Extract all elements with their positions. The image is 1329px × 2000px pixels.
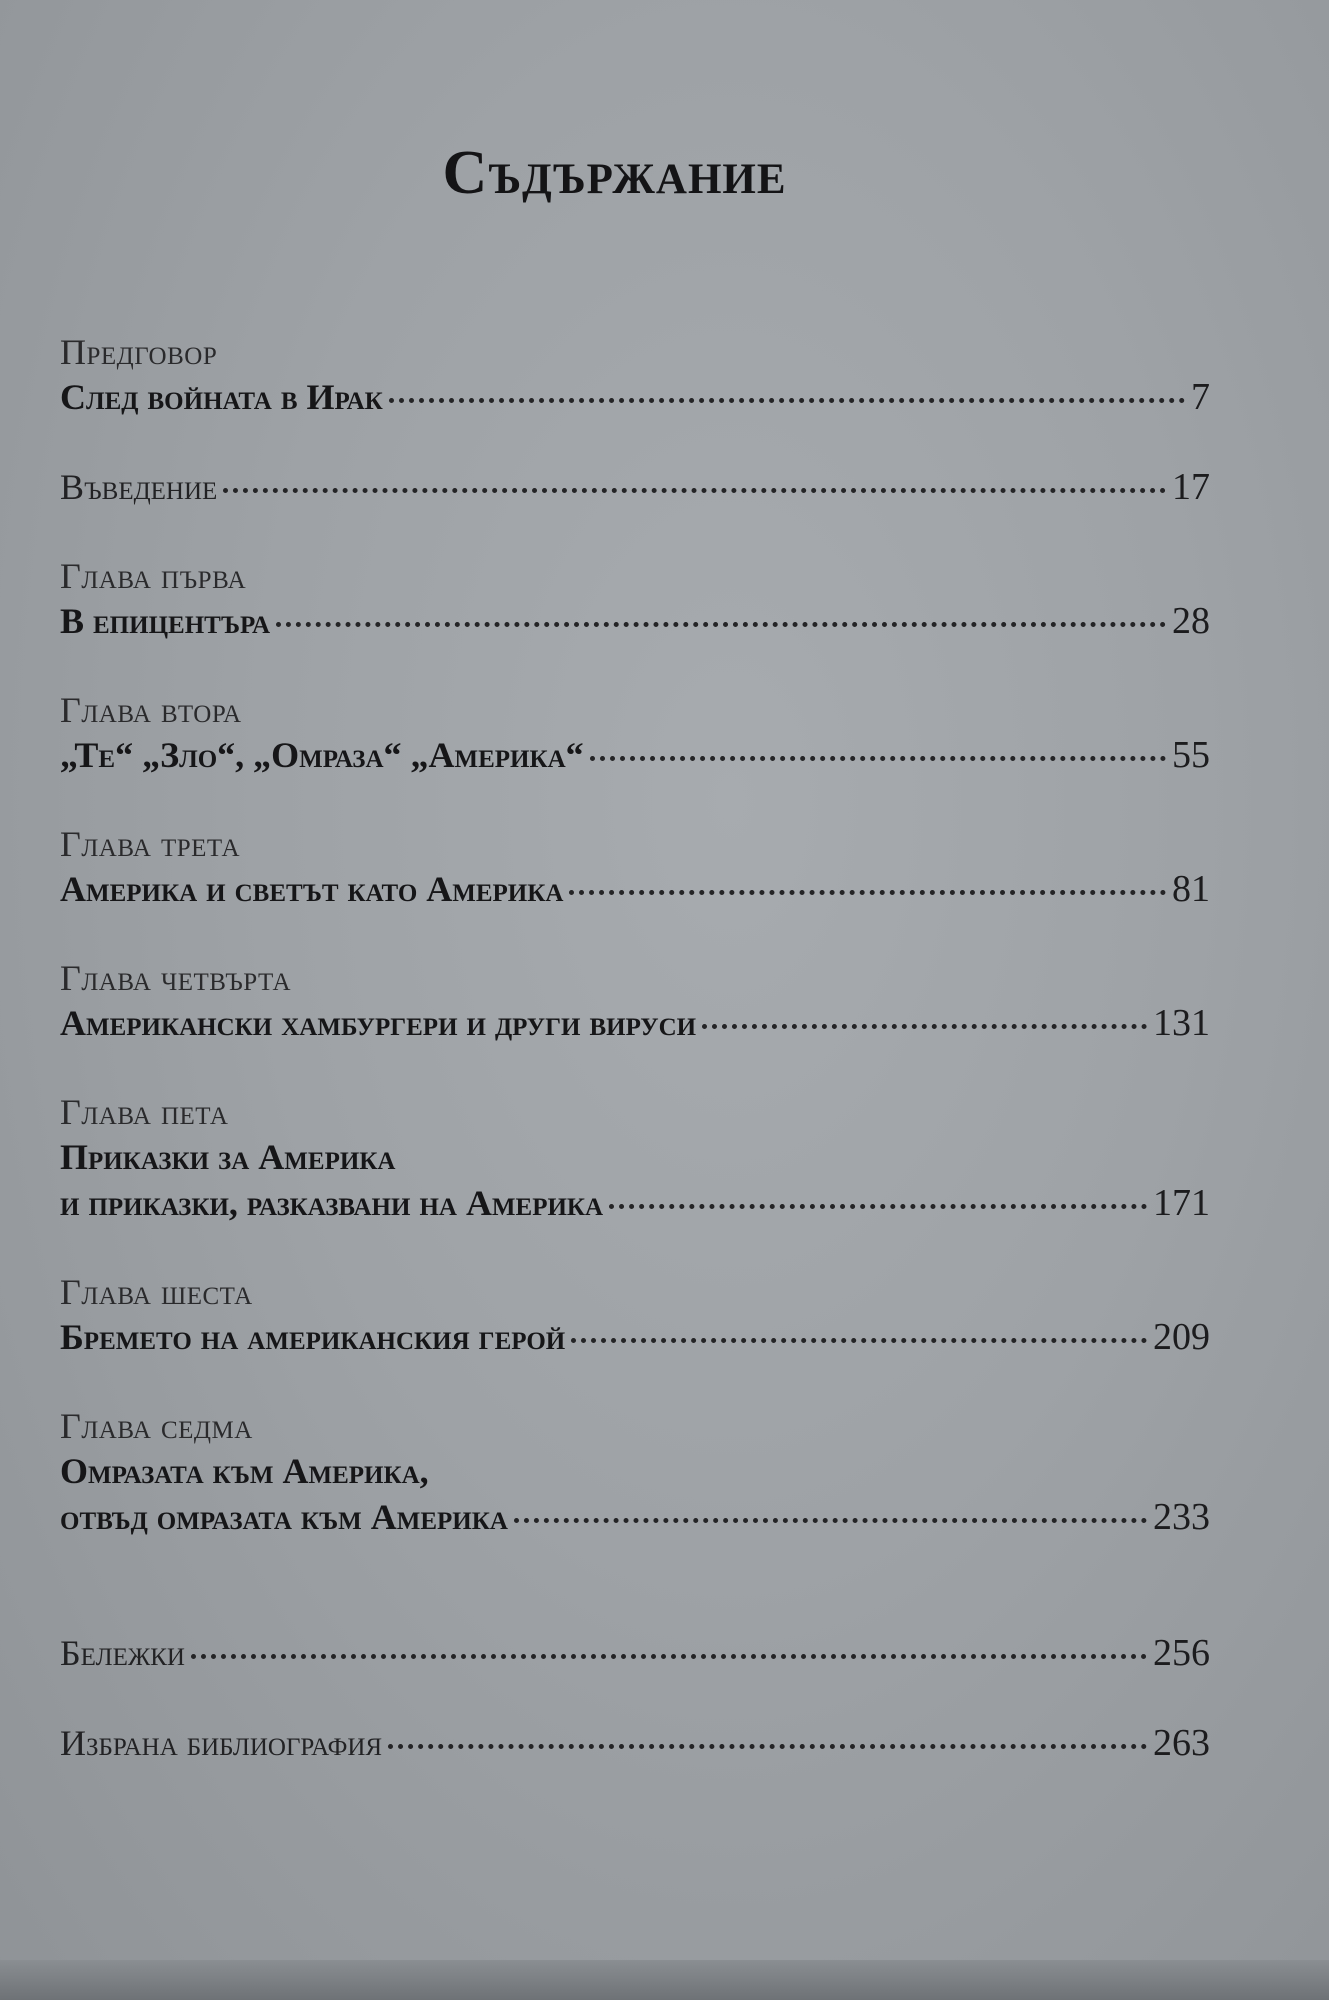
toc-entry-page: 55 xyxy=(1172,734,1210,776)
toc-entry-page: 233 xyxy=(1153,1496,1210,1538)
toc-entry-page: 17 xyxy=(1172,466,1210,508)
dot-leader xyxy=(223,488,1166,493)
page-title-text: Съдържание xyxy=(442,139,787,207)
dot-leader xyxy=(276,622,1166,627)
toc-entry-line xyxy=(60,1630,1210,1676)
toc-entry-title-line1: Приказки за Америка xyxy=(60,1137,396,1177)
toc-entry-line xyxy=(60,464,1210,510)
toc-entry-title: Бремето на американския герой xyxy=(60,1317,566,1357)
toc-entry-title-line1: Омразата към Америка, xyxy=(60,1451,429,1491)
toc-entry-line xyxy=(60,598,1210,644)
toc-entry-label: Глава седма xyxy=(60,1406,253,1446)
dot-leader xyxy=(609,1204,1147,1209)
toc-entry-page: 28 xyxy=(1172,600,1210,642)
toc-entry-line xyxy=(60,1494,1210,1540)
toc-entry-label: Глава шеста xyxy=(60,1272,253,1312)
toc-entry-title: Въведение xyxy=(60,467,218,507)
toc-entry-label: Предговор xyxy=(60,332,218,372)
toc-entry-title: отвъд омразата към Америка xyxy=(60,1497,508,1537)
toc-entry-title: В епицентъра xyxy=(60,601,271,641)
dot-leader xyxy=(571,1338,1147,1343)
toc-entry-line xyxy=(60,374,1210,420)
toc-entry-line xyxy=(60,1720,1210,1766)
page-bottom-edge xyxy=(0,1960,1329,2000)
toc-entry-line xyxy=(60,1000,1210,1046)
toc-entry-label: Глава пета xyxy=(60,1092,229,1132)
toc-entry-chapter-1 xyxy=(60,554,1210,644)
dot-leader xyxy=(191,1654,1147,1659)
dot-leader xyxy=(388,1744,1147,1749)
toc-entry-title: Избрана библиография xyxy=(60,1723,383,1763)
toc-entry-bibliography xyxy=(60,1720,1210,1766)
toc-entry-page: 263 xyxy=(1153,1722,1210,1764)
toc-entry-label: Глава първа xyxy=(60,556,247,596)
toc-entry-notes xyxy=(60,1630,1210,1676)
toc-entry-chapter-6 xyxy=(60,1270,1210,1360)
toc-entry-page: 256 xyxy=(1153,1632,1210,1674)
toc-entry-label: Глава трета xyxy=(60,824,241,864)
toc-entry-page: 171 xyxy=(1153,1182,1210,1224)
toc-entry-chapter-5 xyxy=(60,1090,1210,1226)
toc-entry-page: 131 xyxy=(1153,1002,1210,1044)
dot-leader xyxy=(389,398,1185,403)
toc-entry-chapter-7 xyxy=(60,1404,1210,1540)
toc-entry-line xyxy=(60,1314,1210,1360)
dot-leader xyxy=(590,756,1166,761)
toc-entry-page: 7 xyxy=(1191,376,1210,418)
toc-entry-page: 209 xyxy=(1153,1316,1210,1358)
toc-entry-foreword xyxy=(60,330,1210,420)
dot-leader xyxy=(514,1518,1147,1523)
dot-leader xyxy=(702,1024,1147,1029)
toc-entry-title: Бележки xyxy=(60,1633,185,1673)
toc-entry-label: Глава втора xyxy=(60,690,242,730)
page-title xyxy=(0,138,1329,209)
toc-entry-title: и приказки, разказвани на Америка xyxy=(60,1183,604,1223)
toc-entry-title: Америка и светът като Америка xyxy=(60,869,564,909)
toc-entry-line xyxy=(60,866,1210,912)
toc-entry-line xyxy=(60,1180,1210,1226)
toc-entry-label: Глава четвърта xyxy=(60,958,292,998)
toc-entry-title: След войната в Ирак xyxy=(60,377,383,417)
table-of-contents xyxy=(60,330,1210,1810)
toc-entry-page: 81 xyxy=(1172,868,1210,910)
toc-entry-title: „Те“ „Зло“, „Омраза“ „Америка“ xyxy=(60,735,584,775)
toc-entry-introduction xyxy=(60,464,1210,510)
toc-entry-title: Американски хамбургери и други вируси xyxy=(60,1003,697,1043)
toc-entry-line xyxy=(60,732,1210,778)
toc-entry-chapter-4 xyxy=(60,956,1210,1046)
dot-leader xyxy=(569,890,1166,895)
toc-entry-chapter-2 xyxy=(60,688,1210,778)
toc-entry-chapter-3 xyxy=(60,822,1210,912)
